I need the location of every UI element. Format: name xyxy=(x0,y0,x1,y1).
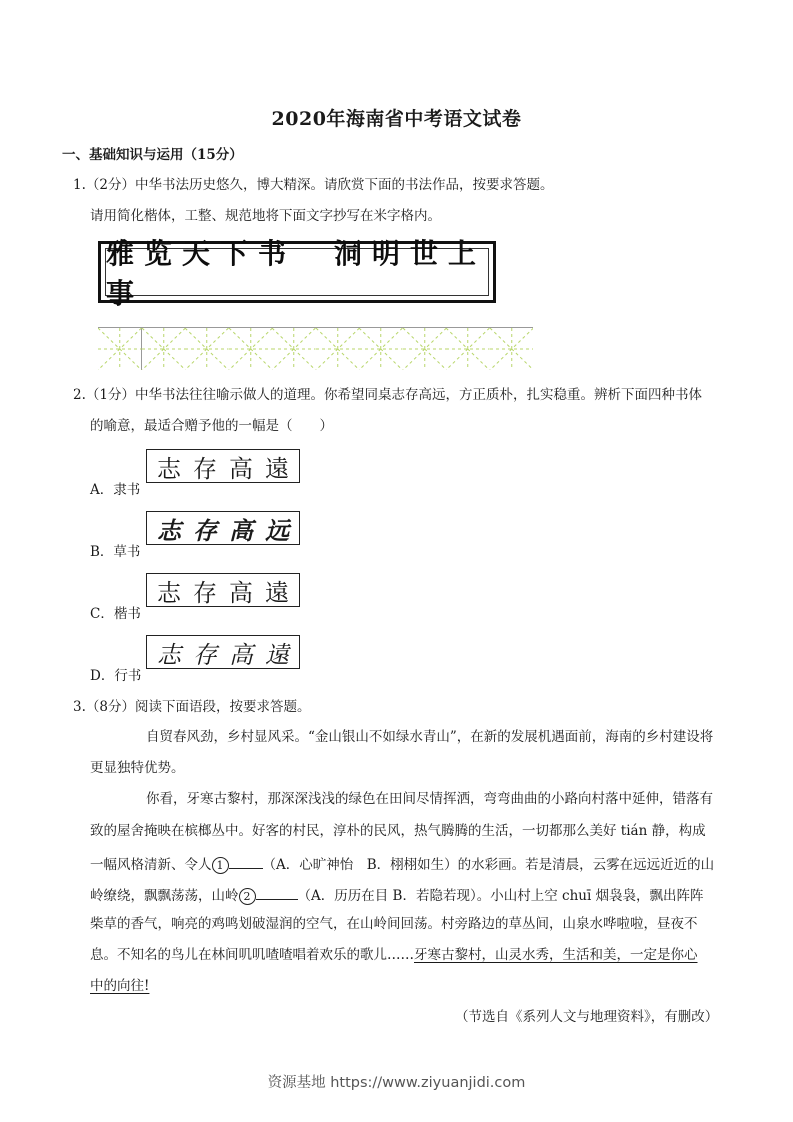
blank-1[interactable] xyxy=(229,854,263,869)
char: 存 xyxy=(193,578,217,607)
char: 高 xyxy=(229,640,253,669)
mizi-grid-cell[interactable] xyxy=(316,328,360,370)
calligraphy-artwork xyxy=(98,237,496,310)
char: 存 xyxy=(193,640,217,669)
mizi-guide-icon xyxy=(142,328,186,370)
option-a-label[interactable]: A．隶书 xyxy=(90,482,141,498)
underlined-sentence: 牙寒古黎村，山灵水秀，生活和美，一定是你心 xyxy=(414,947,698,963)
mizi-grid-cell[interactable] xyxy=(490,328,534,370)
mizi-grid-cell[interactable] xyxy=(98,328,142,370)
mizi-guide-icon xyxy=(359,328,403,370)
text: （A．历历在目 B．若隐若现）。小山村上空 chuī 烟袅袅，飘出阵阵 xyxy=(297,888,704,904)
mizi-guide-icon xyxy=(185,328,229,370)
q3-para2-line2: 致的屋舍掩映在槟榔丛中。好客的村民，淳朴的民风，热气腾腾的生活，一切都那么美好 tián 静，构成 xyxy=(90,823,706,839)
blank-2[interactable] xyxy=(256,885,298,900)
mizi-grid-cell[interactable] xyxy=(229,328,273,370)
mizi-grid-cell[interactable] xyxy=(185,328,229,370)
mizi-guide-icon xyxy=(446,328,490,370)
option-c-label[interactable]: C．楷书 xyxy=(90,606,141,622)
mizi-grid-cell[interactable] xyxy=(446,328,490,370)
q3-para2-line4 xyxy=(90,885,704,905)
text: 息。不知名的鸟儿在林间叽叽喳喳唱着欢乐的歌儿…… xyxy=(90,947,414,963)
q1-instruction: 请用简化楷体，工整、规范地将下面文字抄写在米字格内。 xyxy=(90,208,441,224)
char: 遠 xyxy=(265,454,289,483)
option-b-label[interactable]: B．草书 xyxy=(90,544,141,560)
option-c-calligraphy[interactable] xyxy=(146,573,300,607)
option-d-label[interactable]: D．行书 xyxy=(90,668,142,684)
char: 高 xyxy=(229,454,253,483)
char: 存 xyxy=(193,515,217,545)
underlined-sentence-end: 中的向往! xyxy=(90,978,150,994)
option-b-calligraphy[interactable] xyxy=(146,511,300,545)
mizi-guide-icon xyxy=(490,328,534,370)
text: 一幅风格清新、令人 xyxy=(90,857,212,873)
mizi-grid-cell[interactable] xyxy=(403,328,447,370)
option-a-calligraphy[interactable] xyxy=(146,449,300,483)
mizi-grid[interactable] xyxy=(98,327,533,370)
char: 志 xyxy=(157,515,181,545)
q1-prompt: 1.（2分）中华书法历史悠久，博大精深。请欣赏下面的书法作品，按要求答题。 xyxy=(73,177,554,193)
page-title: 2020年海南省中考语文试卷 xyxy=(271,108,522,130)
mizi-guide-icon xyxy=(316,328,360,370)
blank-1-marker: 1 xyxy=(212,857,229,874)
option-d-calligraphy[interactable] xyxy=(146,635,300,669)
char: 高 xyxy=(229,515,253,545)
q3-para2-line5: 柴草的香气，响亮的鸡鸣划破湿润的空气，在山岭间回荡。村旁路边的草丛间，山泉水哗啦啦，昼夜不 xyxy=(90,916,698,932)
q3-prompt: 3.（8分）阅读下面语段，按要求答题。 xyxy=(73,699,311,715)
mizi-grid-cell[interactable] xyxy=(142,328,186,370)
q3-para1-line2: 更显独特优势。 xyxy=(90,760,185,776)
section-heading: 一、基础知识与运用（15分） xyxy=(62,147,243,163)
mizi-guide-icon xyxy=(229,328,273,370)
char: 远 xyxy=(265,515,289,545)
mizi-grid-cell[interactable] xyxy=(272,328,316,370)
calligraphy-text: 雅览天下书 洞明世上事 xyxy=(106,237,487,310)
mizi-guide-icon xyxy=(98,328,142,370)
char: 存 xyxy=(193,454,217,483)
q2-prompt-line1: 2.（1分）中华书法往往喻示做人的道理。你希望同桌志存高远，方正质朴，扎实稳重。辨析下面四种书体 xyxy=(73,387,702,403)
text: （A．心旷神怡 B．栩栩如生）的水彩画。若是清晨，云雾在远远近近的山 xyxy=(262,857,715,873)
q3-para1-line1: 自贸春风劲，乡村显风采。“金山银山不如绿水青山”，在新的发展机遇面前，海南的乡村建设将 xyxy=(146,729,714,745)
blank-2-marker: 2 xyxy=(239,888,256,905)
mizi-guide-icon xyxy=(272,328,316,370)
q3-para2-line1: 你看，牙寒古黎村，那深深浅浅的绿色在田间尽情挥洒，弯弯曲曲的小路向村落中延伸，错落有 xyxy=(146,791,713,807)
q3-para2-line3 xyxy=(90,854,714,874)
char: 高 xyxy=(229,578,253,607)
watermark: 资源基地 https://www.ziyuanjidi.com xyxy=(267,1075,526,1091)
mizi-guide-icon xyxy=(403,328,447,370)
q2-prompt-line2: 的喻意，最适合赠予他的一幅是（ ） xyxy=(90,418,333,434)
source-citation: （节选自《系列人文与地理资料》，有删改） xyxy=(455,1009,719,1025)
mizi-grid-cell[interactable] xyxy=(359,328,403,370)
char: 志 xyxy=(157,454,181,483)
char: 遠 xyxy=(265,640,289,669)
char: 志 xyxy=(157,640,181,669)
char: 志 xyxy=(157,578,181,607)
q3-para2-line6 xyxy=(90,946,698,964)
text: 岭缭绕，飘飘荡荡，山岭 xyxy=(90,888,239,904)
char: 遠 xyxy=(265,578,289,607)
